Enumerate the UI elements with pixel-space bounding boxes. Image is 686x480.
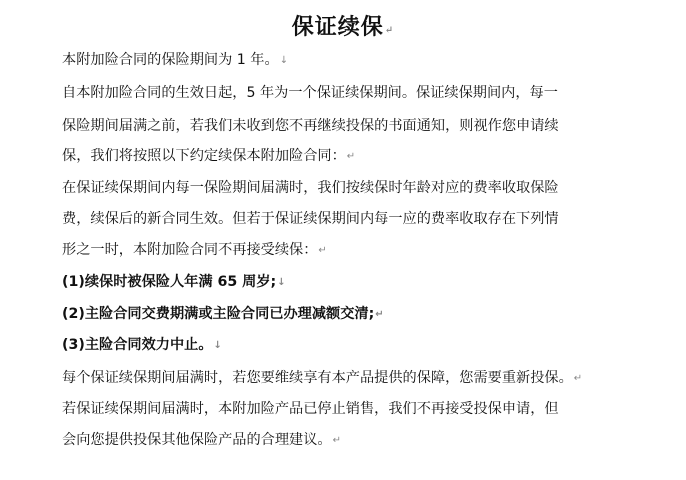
list-item-text: (3)主险合同效力中止。 xyxy=(62,337,213,353)
line-text: 保，我们将按照以下约定续保本附加险合同： xyxy=(62,148,346,164)
body-line xyxy=(62,209,662,230)
paragraph-mark-icon: ↵ xyxy=(332,435,341,446)
line-text: 会向您提供投保其他保险产品的合理建议。 xyxy=(62,432,332,448)
body-line xyxy=(62,399,662,420)
paragraph-mark-icon: ↵ xyxy=(573,373,583,384)
body-line xyxy=(62,146,662,167)
line-text: 形之一时，本附加险合同不再接受续保： xyxy=(62,242,318,258)
line-text: 自本附加险合同的生效日起，5 年为一个保证续保期间。保证续保期间内，每一 xyxy=(62,85,558,101)
list-item-text: (1)续保时被保险人年满 65 周岁; xyxy=(62,274,277,290)
body-line xyxy=(62,240,662,261)
line-text: 若保证续保期间届满时，本附加险产品已停止销售，我们不再接受投保申请，但 xyxy=(62,401,559,417)
list-item xyxy=(62,304,662,325)
paragraph-mark-icon: ↵ xyxy=(375,309,384,320)
body-line xyxy=(62,178,662,199)
line-text: 本附加险合同的保险期间为 1 年。 xyxy=(62,52,279,68)
paragraph-mark-icon: ↵ xyxy=(346,151,356,162)
list-item xyxy=(62,335,662,356)
line-break-mark-icon: ↓ xyxy=(213,340,222,351)
paragraph-mark-icon: ↵ xyxy=(318,245,327,256)
body-line xyxy=(62,83,662,104)
body-line xyxy=(62,50,662,71)
title-text: 保证续保 xyxy=(291,14,384,40)
line-text: 每个保证续保期间届满时，若您要维续享有本产品提供的保障，您需要重新投保。 xyxy=(62,370,573,386)
body-line xyxy=(62,430,662,451)
line-text: 保险期间届满之前，若我们未收到您不再继续投保的书面通知，则视作您申请续 xyxy=(62,118,559,134)
line-text: 费，续保后的新合同生效。但若于保证续保期间内每一应的费率收取存在下列情 xyxy=(62,211,559,227)
body-line xyxy=(62,116,662,137)
document-title xyxy=(0,10,686,41)
line-break-mark-icon: ↓ xyxy=(277,277,286,288)
line-break-mark-icon: ↓ xyxy=(279,55,289,66)
list-item-text: (2)主险合同交费期满或主险合同已办理减额交清; xyxy=(62,306,375,322)
line-text: 在保证续保期间内每一保险期间届满时，我们按续保时年龄对应的费率收取保险 xyxy=(62,180,559,196)
body-line xyxy=(62,368,662,389)
paragraph-mark-icon: ↵ xyxy=(384,25,395,36)
list-item xyxy=(62,272,662,293)
